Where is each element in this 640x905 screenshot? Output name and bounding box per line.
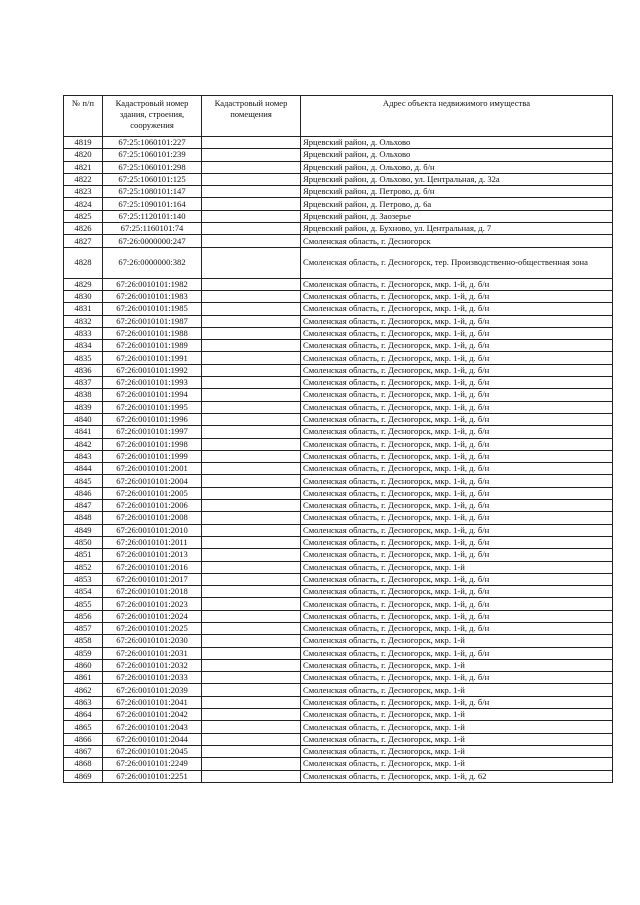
room-cadastral-number (202, 659, 301, 671)
property-address: Смоленская область, г. Десногорск, мкр. 1-й (301, 561, 613, 573)
building-cadastral-number: 67:26:0010101:2013 (103, 549, 202, 561)
property-address: Смоленская область, г. Десногорск, мкр. 1-й, д. б/н (301, 549, 613, 561)
table-row (64, 198, 613, 210)
property-address: Смоленская область, г. Десногорск, мкр. 1-й, д. б/н (301, 586, 613, 598)
room-cadastral-number (202, 622, 301, 634)
room-cadastral-number (202, 315, 301, 327)
row-number: 4868 (64, 758, 103, 770)
property-address: Смоленская область, г. Десногорск, мкр. 1-й, д. б/н (301, 401, 613, 413)
property-address: Смоленская область, г. Десногорск, мкр. 1-й, д. б/н (301, 487, 613, 499)
room-cadastral-number (202, 758, 301, 770)
property-address: Ярцевский район, д. Заозерье (301, 210, 613, 222)
row-number: 4840 (64, 413, 103, 425)
property-address: Смоленская область, г. Десногорск, мкр. 1-й (301, 721, 613, 733)
row-number: 4835 (64, 352, 103, 364)
row-number: 4847 (64, 500, 103, 512)
property-address: Ярцевский район, д. Ольхово, д. б/н (301, 161, 613, 173)
property-address: Ярцевский район, д. Петрово, д. 6а (301, 198, 613, 210)
room-cadastral-number (202, 770, 301, 782)
table-row (64, 450, 613, 462)
property-address: Смоленская область, г. Десногорск, мкр. 1-й, д. б/н (301, 463, 613, 475)
header-building-cadastral: Кадастровый номер здания, строения, сооружения (103, 96, 202, 137)
property-address: Смоленская область, г. Десногорск, мкр. 1-й (301, 733, 613, 745)
building-cadastral-number: 67:26:0010101:1991 (103, 352, 202, 364)
table-row (64, 475, 613, 487)
table-row (64, 635, 613, 647)
table-row (64, 340, 613, 352)
property-address: Смоленская область, г. Десногорск, мкр. 1-й, д. б/н (301, 573, 613, 585)
room-cadastral-number (202, 364, 301, 376)
table-row (64, 389, 613, 401)
property-address: Смоленская область, г. Десногорск, мкр. 1-й, д. б/н (301, 389, 613, 401)
row-number: 4848 (64, 512, 103, 524)
room-cadastral-number (202, 210, 301, 222)
table-row (64, 549, 613, 561)
row-number: 4844 (64, 463, 103, 475)
property-address: Смоленская область, г. Десногорск, мкр. 1-й, д. б/н (301, 413, 613, 425)
property-address: Смоленская область, г. Десногорск, мкр. 1-й, д. б/н (301, 426, 613, 438)
room-cadastral-number (202, 684, 301, 696)
row-number: 4820 (64, 149, 103, 161)
room-cadastral-number (202, 327, 301, 339)
property-address: Смоленская область, г. Десногорск, мкр. 1-й, д. б/н (301, 377, 613, 389)
room-cadastral-number (202, 696, 301, 708)
room-cadastral-number (202, 198, 301, 210)
property-address: Ярцевский район, д. Ольхово, ул. Центральная, д. 32а (301, 173, 613, 185)
property-address: Смоленская область, г. Десногорск, мкр. 1-й, д. б/н (301, 696, 613, 708)
property-address: Смоленская область, г. Десногорск, мкр. 1-й (301, 709, 613, 721)
room-cadastral-number (202, 721, 301, 733)
building-cadastral-number: 67:26:0010101:2008 (103, 512, 202, 524)
property-address: Смоленская область, г. Десногорск, мкр. 1-й (301, 758, 613, 770)
table-row (64, 586, 613, 598)
row-number: 4829 (64, 278, 103, 290)
row-number: 4830 (64, 290, 103, 302)
row-number: 4858 (64, 635, 103, 647)
property-address: Смоленская область, г. Десногорск, мкр. 1-й, д. б/н (301, 278, 613, 290)
building-cadastral-number: 67:25:1120101:140 (103, 210, 202, 222)
table-row (64, 672, 613, 684)
room-cadastral-number (202, 549, 301, 561)
table-row (64, 426, 613, 438)
room-cadastral-number (202, 475, 301, 487)
building-cadastral-number: 67:26:0010101:1995 (103, 401, 202, 413)
building-cadastral-number: 67:26:0010101:1982 (103, 278, 202, 290)
table-row (64, 327, 613, 339)
table-row (64, 161, 613, 173)
table-row (64, 247, 613, 278)
building-cadastral-number: 67:26:0010101:2044 (103, 733, 202, 745)
property-address: Смоленская область, г. Десногорск, мкр. 1-й, д. б/н (301, 610, 613, 622)
building-cadastral-number: 67:26:0010101:2249 (103, 758, 202, 770)
room-cadastral-number (202, 647, 301, 659)
room-cadastral-number (202, 426, 301, 438)
building-cadastral-number: 67:26:0010101:2017 (103, 573, 202, 585)
row-number: 4865 (64, 721, 103, 733)
row-number: 4826 (64, 223, 103, 235)
building-cadastral-number: 67:25:1060101:298 (103, 161, 202, 173)
building-cadastral-number: 67:26:0010101:1989 (103, 340, 202, 352)
table-body (64, 137, 613, 783)
building-cadastral-number: 67:26:0010101:2010 (103, 524, 202, 536)
row-number: 4862 (64, 684, 103, 696)
room-cadastral-number (202, 137, 301, 149)
building-cadastral-number: 67:25:1060101:239 (103, 149, 202, 161)
room-cadastral-number (202, 733, 301, 745)
room-cadastral-number (202, 500, 301, 512)
table-row (64, 315, 613, 327)
room-cadastral-number (202, 161, 301, 173)
table-row (64, 733, 613, 745)
row-number: 4856 (64, 610, 103, 622)
room-cadastral-number (202, 173, 301, 185)
row-number: 4852 (64, 561, 103, 573)
property-address: Ярцевский район, д. Ольхово (301, 137, 613, 149)
room-cadastral-number (202, 561, 301, 573)
room-cadastral-number (202, 389, 301, 401)
row-number: 4855 (64, 598, 103, 610)
row-number: 4834 (64, 340, 103, 352)
table-row (64, 709, 613, 721)
table-row (64, 173, 613, 185)
table-row (64, 684, 613, 696)
building-cadastral-number: 67:26:0010101:2041 (103, 696, 202, 708)
row-number: 4821 (64, 161, 103, 173)
room-cadastral-number (202, 340, 301, 352)
property-address: Смоленская область, г. Десногорск, мкр. 1-й (301, 745, 613, 757)
room-cadastral-number (202, 512, 301, 524)
property-address: Смоленская область, г. Десногорск, мкр. 1-й, д. б/н (301, 340, 613, 352)
table-row (64, 401, 613, 413)
row-number: 4861 (64, 672, 103, 684)
room-cadastral-number (202, 186, 301, 198)
table-row (64, 210, 613, 222)
table-row (64, 278, 613, 290)
table-row (64, 770, 613, 782)
building-cadastral-number: 67:26:0010101:2030 (103, 635, 202, 647)
room-cadastral-number (202, 149, 301, 161)
row-number: 4851 (64, 549, 103, 561)
building-cadastral-number: 67:26:0010101:2005 (103, 487, 202, 499)
room-cadastral-number (202, 278, 301, 290)
building-cadastral-number: 67:26:0010101:1997 (103, 426, 202, 438)
table-row (64, 622, 613, 634)
table-row (64, 303, 613, 315)
row-number: 4867 (64, 745, 103, 757)
row-number: 4860 (64, 659, 103, 671)
table-row (64, 438, 613, 450)
table-row (64, 413, 613, 425)
building-cadastral-number: 67:26:0010101:1992 (103, 364, 202, 376)
table-row (64, 561, 613, 573)
property-address: Смоленская область, г. Десногорск, мкр. 1-й, д. б/н (301, 290, 613, 302)
row-number: 4853 (64, 573, 103, 585)
building-cadastral-number: 67:26:0010101:1983 (103, 290, 202, 302)
property-address: Смоленская область, г. Десногорск, мкр. 1-й, д. б/н (301, 536, 613, 548)
building-cadastral-number: 67:26:0010101:1993 (103, 377, 202, 389)
table-row (64, 290, 613, 302)
property-address: Смоленская область, г. Десногорск, мкр. 1-й, д. б/н (301, 672, 613, 684)
building-cadastral-number: 67:26:0010101:2016 (103, 561, 202, 573)
building-cadastral-number: 67:26:0010101:2045 (103, 745, 202, 757)
room-cadastral-number (202, 672, 301, 684)
row-number: 4837 (64, 377, 103, 389)
property-address: Смоленская область, г. Десногорск, мкр. 1-й, д. б/н (301, 303, 613, 315)
building-cadastral-number: 67:25:1080101:147 (103, 186, 202, 198)
building-cadastral-number: 67:26:0010101:1985 (103, 303, 202, 315)
table-row (64, 573, 613, 585)
table-row (64, 758, 613, 770)
property-address: Смоленская область, г. Десногорск, мкр. 1-й, д. б/н (301, 450, 613, 462)
table-row (64, 149, 613, 161)
building-cadastral-number: 67:26:0000000:247 (103, 235, 202, 247)
building-cadastral-number: 67:26:0010101:2033 (103, 672, 202, 684)
property-address: Смоленская область, г. Десногорск, мкр. 1-й, д. б/н (301, 512, 613, 524)
property-address: Смоленская область, г. Десногорск, мкр. 1-й (301, 635, 613, 647)
room-cadastral-number (202, 303, 301, 315)
building-cadastral-number: 67:26:0010101:2023 (103, 598, 202, 610)
building-cadastral-number: 67:26:0010101:2006 (103, 500, 202, 512)
row-number: 4836 (64, 364, 103, 376)
building-cadastral-number: 67:26:0010101:1988 (103, 327, 202, 339)
table-row (64, 487, 613, 499)
property-address: Смоленская область, г. Десногорск, мкр. 1-й, д. б/н (301, 364, 613, 376)
property-address: Смоленская область, г. Десногорск, мкр. 1-й, д. б/н (301, 327, 613, 339)
room-cadastral-number (202, 709, 301, 721)
property-address: Смоленская область, г. Десногорск, мкр. 1-й, д. б/н (301, 315, 613, 327)
row-number: 4846 (64, 487, 103, 499)
table-header-row (64, 96, 613, 137)
row-number: 4838 (64, 389, 103, 401)
row-number: 4850 (64, 536, 103, 548)
table-row (64, 463, 613, 475)
building-cadastral-number: 67:26:0010101:2031 (103, 647, 202, 659)
building-cadastral-number: 67:26:0000000:382 (103, 247, 202, 278)
row-number: 4827 (64, 235, 103, 247)
building-cadastral-number: 67:26:0010101:1994 (103, 389, 202, 401)
room-cadastral-number (202, 290, 301, 302)
table-row (64, 536, 613, 548)
table-row (64, 659, 613, 671)
building-cadastral-number: 67:25:1060101:125 (103, 173, 202, 185)
table-row (64, 223, 613, 235)
room-cadastral-number (202, 413, 301, 425)
table-row (64, 598, 613, 610)
property-address: Смоленская область, г. Десногорск, мкр. 1-й, д. б/н (301, 352, 613, 364)
table-row (64, 186, 613, 198)
property-address: Смоленская область, г. Десногорск (301, 235, 613, 247)
property-address: Смоленская область, г. Десногорск, мкр. 1-й, д. 62 (301, 770, 613, 782)
room-cadastral-number (202, 235, 301, 247)
table-row (64, 610, 613, 622)
building-cadastral-number: 67:26:0010101:2011 (103, 536, 202, 548)
table-row (64, 524, 613, 536)
row-number: 4823 (64, 186, 103, 198)
room-cadastral-number (202, 598, 301, 610)
room-cadastral-number (202, 352, 301, 364)
property-address: Ярцевский район, д. Бухново, ул. Центральная, д. 7 (301, 223, 613, 235)
row-number: 4849 (64, 524, 103, 536)
building-cadastral-number: 67:25:1060101:227 (103, 137, 202, 149)
room-cadastral-number (202, 524, 301, 536)
header-address: Адрес объекта недвижимого имущества (301, 96, 613, 137)
row-number: 4859 (64, 647, 103, 659)
table-row (64, 235, 613, 247)
table-row (64, 137, 613, 149)
row-number: 4828 (64, 247, 103, 278)
room-cadastral-number (202, 450, 301, 462)
row-number: 4843 (64, 450, 103, 462)
row-number: 4845 (64, 475, 103, 487)
table-row (64, 352, 613, 364)
building-cadastral-number: 67:26:0010101:2001 (103, 463, 202, 475)
room-cadastral-number (202, 247, 301, 278)
building-cadastral-number: 67:26:0010101:2025 (103, 622, 202, 634)
table-row (64, 364, 613, 376)
row-number: 4854 (64, 586, 103, 598)
property-address: Смоленская область, г. Десногорск, тер. Производственно-общественная зона (301, 247, 613, 278)
room-cadastral-number (202, 586, 301, 598)
table-row (64, 647, 613, 659)
row-number: 4825 (64, 210, 103, 222)
row-number: 4824 (64, 198, 103, 210)
room-cadastral-number (202, 745, 301, 757)
property-address: Смоленская область, г. Десногорск, мкр. 1-й (301, 684, 613, 696)
room-cadastral-number (202, 377, 301, 389)
property-address: Ярцевский район, д. Петрово, д. б/н (301, 186, 613, 198)
building-cadastral-number: 67:26:0010101:1998 (103, 438, 202, 450)
property-address: Смоленская область, г. Десногорск, мкр. 1-й, д. б/н (301, 475, 613, 487)
room-cadastral-number (202, 463, 301, 475)
room-cadastral-number (202, 536, 301, 548)
property-address: Смоленская область, г. Десногорск, мкр. 1-й (301, 659, 613, 671)
building-cadastral-number: 67:26:0010101:1996 (103, 413, 202, 425)
room-cadastral-number (202, 610, 301, 622)
table-row (64, 377, 613, 389)
row-number: 4833 (64, 327, 103, 339)
room-cadastral-number (202, 573, 301, 585)
building-cadastral-number: 67:26:0010101:2043 (103, 721, 202, 733)
table-row (64, 721, 613, 733)
property-address: Смоленская область, г. Десногорск, мкр. 1-й, д. б/н (301, 647, 613, 659)
header-room-cadastral: Кадастровый номер помещения (202, 96, 301, 137)
row-number: 4864 (64, 709, 103, 721)
property-address: Смоленская область, г. Десногорск, мкр. 1-й, д. б/н (301, 500, 613, 512)
building-cadastral-number: 67:26:0010101:2251 (103, 770, 202, 782)
row-number: 4869 (64, 770, 103, 782)
row-number: 4819 (64, 137, 103, 149)
table-row (64, 745, 613, 757)
table-row (64, 500, 613, 512)
room-cadastral-number (202, 401, 301, 413)
row-number: 4822 (64, 173, 103, 185)
building-cadastral-number: 67:25:1160101:74 (103, 223, 202, 235)
row-number: 4866 (64, 733, 103, 745)
building-cadastral-number: 67:26:0010101:2018 (103, 586, 202, 598)
row-number: 4839 (64, 401, 103, 413)
building-cadastral-number: 67:26:0010101:1999 (103, 450, 202, 462)
property-address: Смоленская область, г. Десногорск, мкр. 1-й, д. б/н (301, 524, 613, 536)
building-cadastral-number: 67:26:0010101:2004 (103, 475, 202, 487)
property-address: Смоленская область, г. Десногорск, мкр. 1-й, д. б/н (301, 438, 613, 450)
table-row (64, 512, 613, 524)
building-cadastral-number: 67:26:0010101:2024 (103, 610, 202, 622)
table-row (64, 696, 613, 708)
room-cadastral-number (202, 635, 301, 647)
row-number: 4831 (64, 303, 103, 315)
row-number: 4832 (64, 315, 103, 327)
building-cadastral-number: 67:26:0010101:2042 (103, 709, 202, 721)
header-number: № п/п (64, 96, 103, 137)
row-number: 4857 (64, 622, 103, 634)
row-number: 4841 (64, 426, 103, 438)
row-number: 4863 (64, 696, 103, 708)
building-cadastral-number: 67:25:1090101:164 (103, 198, 202, 210)
room-cadastral-number (202, 487, 301, 499)
building-cadastral-number: 67:26:0010101:1987 (103, 315, 202, 327)
property-address: Ярцевский район, д. Ольхово (301, 149, 613, 161)
building-cadastral-number: 67:26:0010101:2039 (103, 684, 202, 696)
property-address: Смоленская область, г. Десногорск, мкр. 1-й, д. б/н (301, 598, 613, 610)
building-cadastral-number: 67:26:0010101:2032 (103, 659, 202, 671)
row-number: 4842 (64, 438, 103, 450)
room-cadastral-number (202, 438, 301, 450)
property-table (63, 95, 613, 783)
property-address: Смоленская область, г. Десногорск, мкр. 1-й, д. б/н (301, 622, 613, 634)
room-cadastral-number (202, 223, 301, 235)
